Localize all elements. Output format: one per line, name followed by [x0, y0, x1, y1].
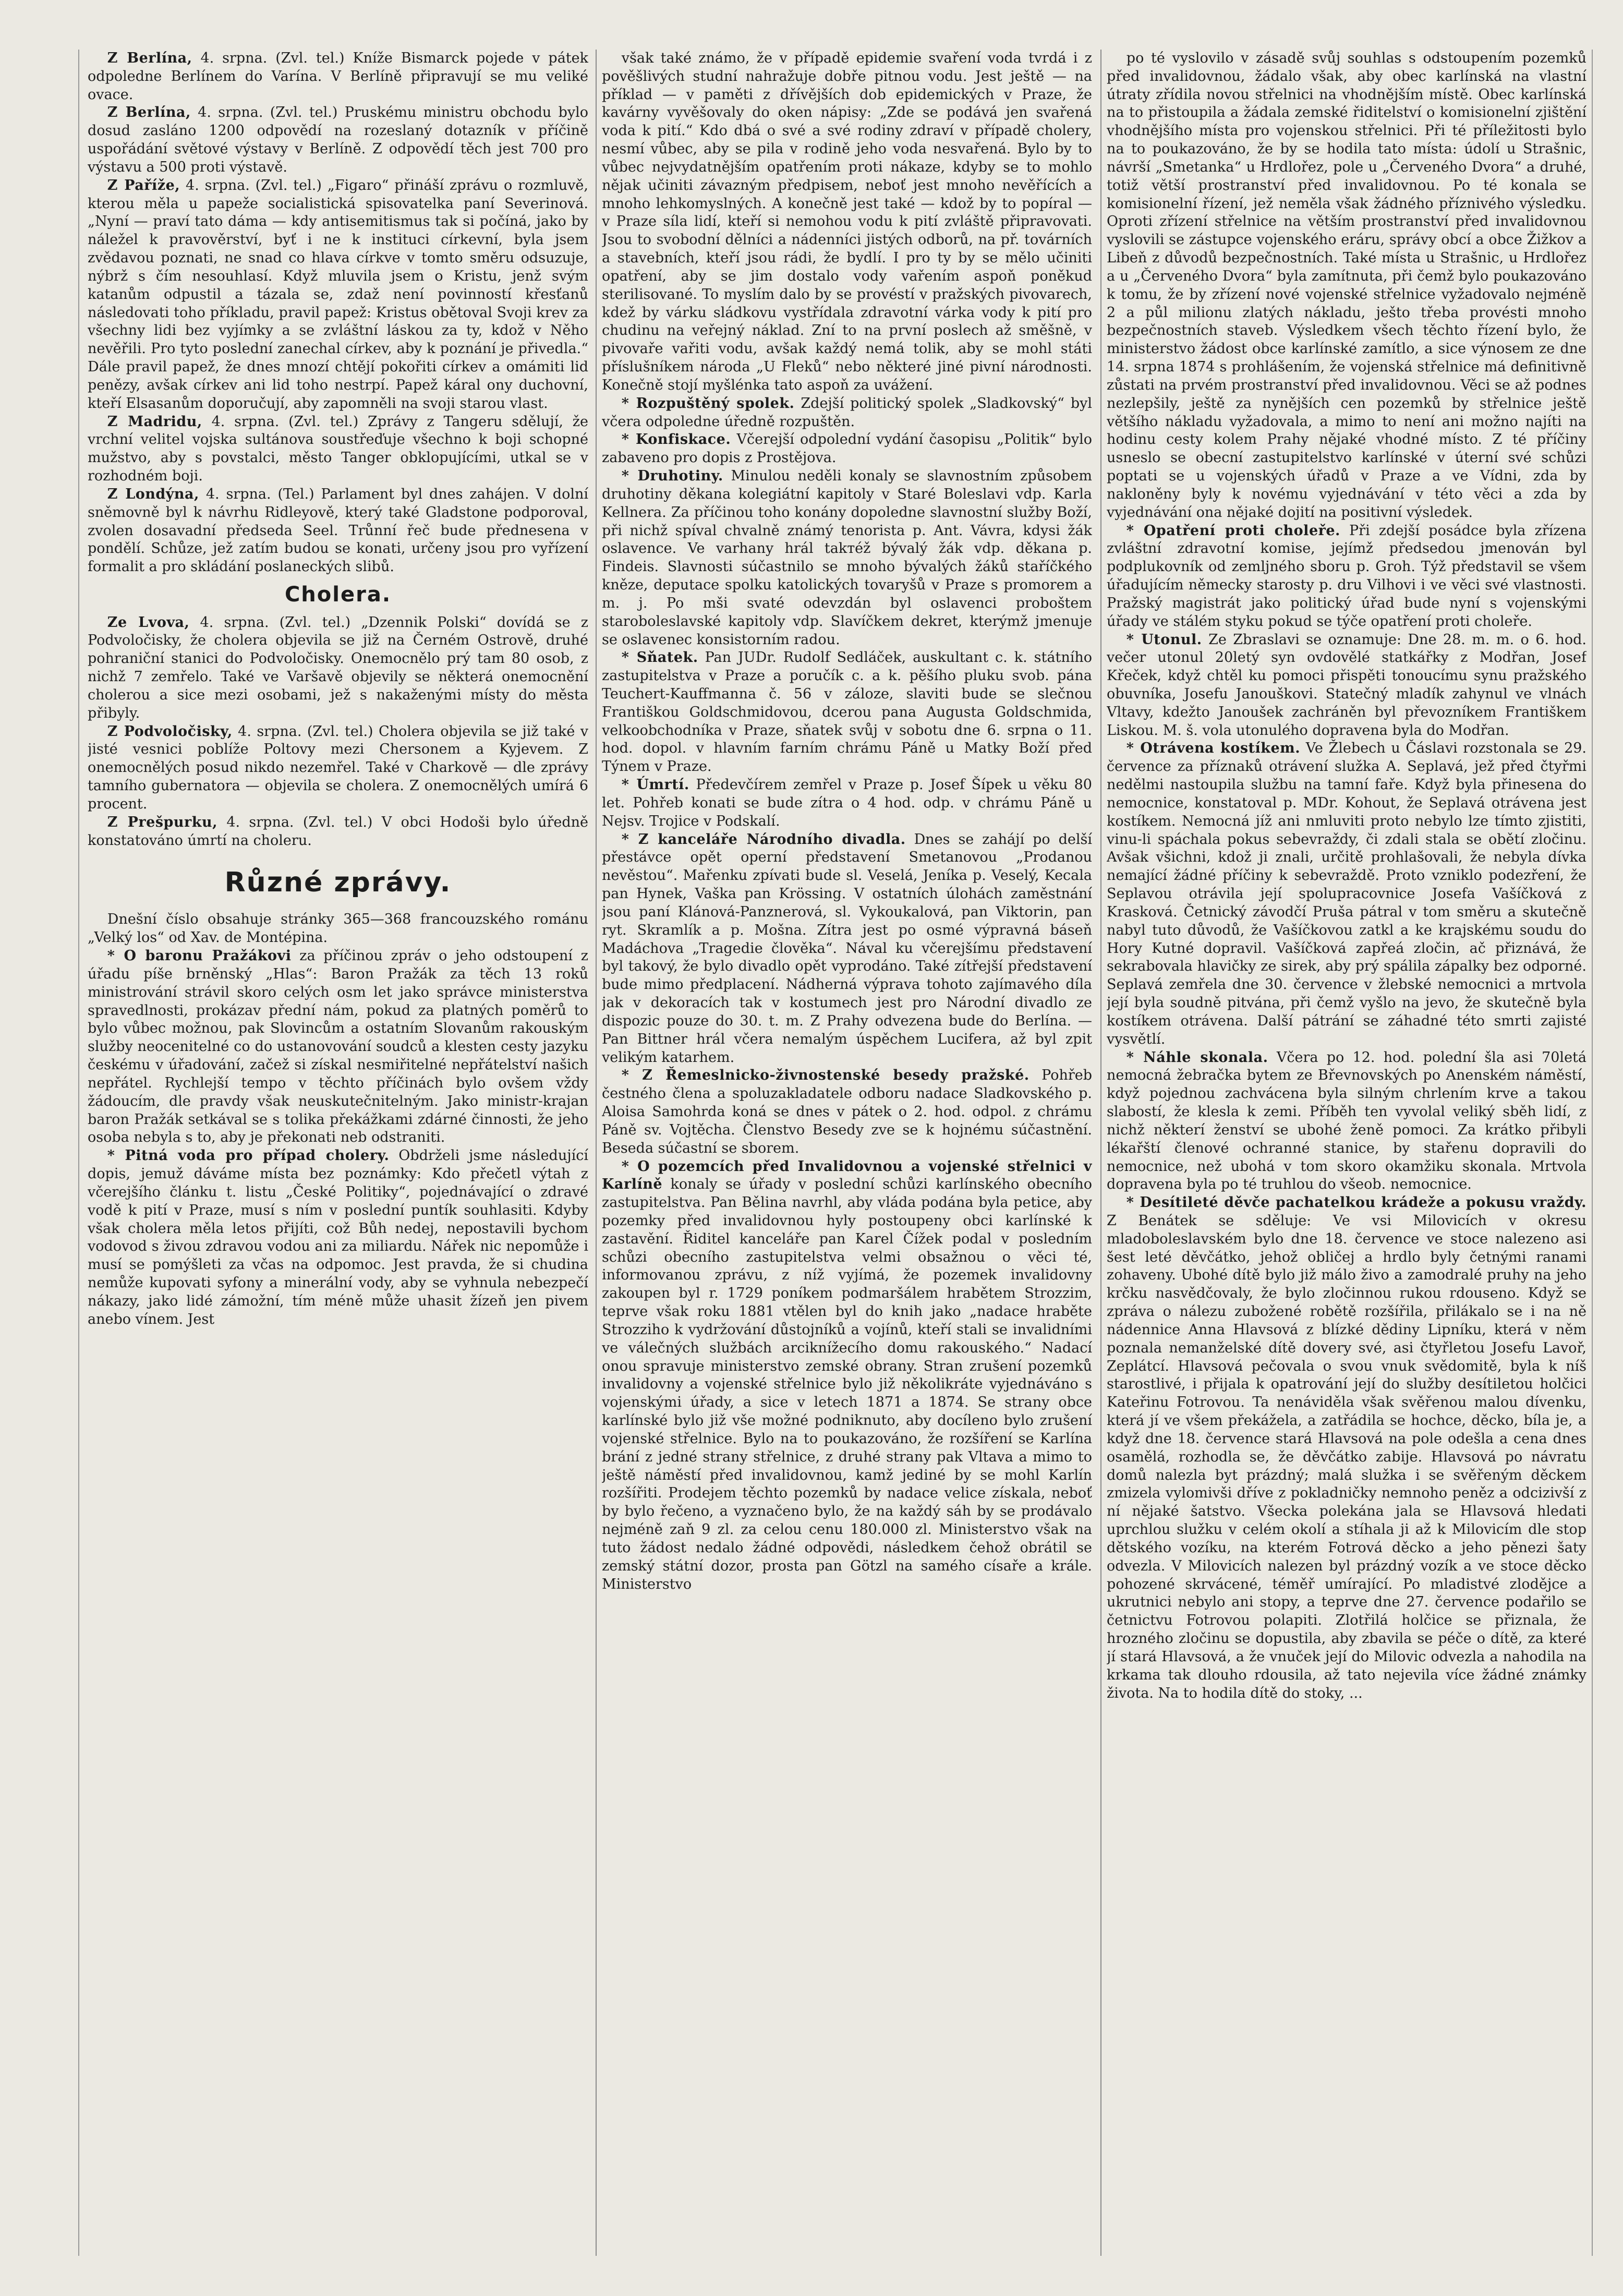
- article-text: 4. srpna. (Zvl. tel.) „Figaro“ přináší zprávu o rozmluvě, kterou měla u papeže socialistická spisovatelka paní Severinová. „Nyní — praví tato dáma — kdy antisemitismus tak si počíná, jako by náležel k pravověrství, byť i ne k instituci církevní, byla jsem zvědavou poznati, ne snad co hlava církve v tomto směru odsuzuje, nýbrž s čím nesouhlasí. Když mluvila jsem o Kristu, jenž svým katanům odpustil a tázala se, zdaž není povinností křesťanů následovati toho příkladu, pravil papež: Kristus obětoval Svoji krev za všechny lidi bez vyjímky a se zvláštní láskou za ty, kdož v Něho nevěřili. Pro tyto poslední zanechal církev, aby k poznání je přivedla.“ Dále pravil papež, že dnes mnozí chtějí pokořiti církev a omámiti lid penězy, avšak církev ani lid toho nestrpí. Papež káral ony duchovní, kteří Elsasanům doporučují, aby zapomněli na svoji starou vlast.: [88, 177, 588, 412]
- article-headline: * Z Řemeslnicko-živnostenské besedy pražské.: [621, 1067, 1029, 1084]
- article-headline: * Náhle skonala.: [1126, 1049, 1268, 1066]
- article-text: Z Benátek se sděluje: Ve vsi Milovicích v okresu mladoboleslavském bylo dne 18. července ve stoce nalezeno asi šest leté děvčátko, jehož obličej a hrdlo byly četnými ranami zohaveny. Ubohé dítě bylo již málo živo a zamodralé pruhy na jeho krčku nasvědčovaly, že bylo zločinnou rukou rdouseno. Když se zpráva o nálezu zubožené robětě rozšířila, přilákalo se i na ně nádennice Anna Hlavsová z blízké dědiny Lipníku, která v něm poznala nemanželské dítě dovery své, asi čtyřletou Josefu Lavoř, Zeplátcí. Hlavsová pečovala o svou vnuk svědomitě, byla k níš starostlivé, i přijala k opatrování její do služby desítiletou holčici Kateřinu Fotrovou. Ta nenáviděla však svěřenou malou dívenku, která jí ve všem překážela, a zatřádila se hochce, děcko, bíla je, a když dne 18. července stará Hlavsová na pole odešla a cena dnes osamělá, rozhodla se, že děvčátko zabije. Hlavsová po návratu domů nalezla byt prázdný; malá služka i se svěřeným děckem zmizela vylomivši dříve z pokladničky nemnoho peněz a odcizivší z ní nějaké šatstvo. Všecka polekána jala se Hlavsová hledati uprchlou služku v celém okolí a stíhala ji až k Milovicím dle stop dětského vozíku, na kterém Fotrová děcko a jeho pěnezi šaty odvezla. V Milovicích nalezen byl prázdný vozík a ve stoce děcko pohozené skrvácené, téměř umírající. Po mladistvé zlodějce a ukrutnici nebylo ani stopy, a teprve dne 27. července podařilo se četnictvu Fotrovou polapiti. Zlotřilá holčice se přiznala, že hrozného zločinu se dopustila, aby zbavila se péče o dítě, za které jí stará Hlavsová, a že vnuček její do Milovic odvezla a nahodila na krkama tak dlouho rdousila, až tato nejevila více žádné známky života. Na to hodila dítě do stoky, ...: [1107, 1213, 1586, 1701]
- article-text: Při zdejší posádce byla zřízena zvláštní zdravotní komise, jejímž předsedou jmenován byl podplukovník od zemljného sboru p. Groh. Týž představil se všem úřadujícím německy starosty p. dru Vilhovi i ve věci své vlastnosti. Pražský magistrát jako politický úřad bude nyní s vojenskými úřady ve stálém styku pokud se týče opatření proti choleře.: [1107, 522, 1586, 630]
- article-text: Ve Žlebech u Čáslavi rozstonala se 29. července za příznaků otrávení služka A. Seplavá, jež před čtyřmi nedělmi nastoupila službu na tamní faře. Když byla přinesena do nemocnice, konstatoval p. MDr. Kohout, že Seplavá otrávena jest kostíkem. Nemocná jíž ani nmluviti proto nebylo lze tímto zjistiti, vinu-li spáchala pokus sebevraždy, či zdali stala se obětí zločinu. Avšak všichni, kdož ji znali, určitě prohlašovali, že nebyla dívka nemající žádné příčiny k sebevraždě. Proto vzniklo podezření, že Seplavou otrávila její spolupracovnice Josefa Vašíčková z Krasková. Četnický závodčí Pruša pátral v tom směru a skutečně nabyl tuto důvodů, že Vašíčkovou zatkl a ke krajskému soudu do Hory Kutné dopravil. Vašíčková zapřeá zločin, ač přiznává, že sekrabovala hlavičky ze sirek, aby prý spálila zápalky bez odporné. Seplavá zemřela dne 30. července v žlebské nemocnici a mrtvola její byla soudně pitvána, při čemž vyšlo na jevo, že skutečně byla kostíkem otrávena. Další pátrání se záhadné této smrti zajisté vysvětlí.: [1107, 740, 1586, 1047]
- article-text: Pohřeb čestného člena a spoluzakladatele odboru nadace Sladkovského p. Aloisa Samohrda koná se dnes v pátek o 2. hod. odpol. z chrámu Páně sv. Vojtěcha. Členstvo Besedy zve se k hojnému súčastnění. Beseda súčastní se sborem.: [602, 1067, 1092, 1156]
- article-paragraph: [602, 50, 1092, 395]
- article-text: Včera po 12. hod. polední šla asi 70letá nemocná žebračka bytem ze Břevnovských po Anenském náměstí, když pojednou zachvácena byla silným chrlením krve a takou slabostí, že klesla k zemi. Příběh ten vyvolal veliký sběh lidí, z nichž některí ženství se ubohé ženě pomoci. Za krátko přibyli lékařští členové ochranné stanice, by stařenu dopravili do nemocnice, než ubohá v tom skoro okamžiku skonala. Mrtvola dopravena byla po té truhlou do všeob. nemocnice.: [1107, 1049, 1586, 1193]
- article-headline: * Desítileté děvče pachatelkou krádeže a pokusu vraždy.: [1126, 1194, 1586, 1211]
- article-paragraph: [88, 177, 588, 413]
- article-headline: Z Paříže,: [107, 177, 180, 194]
- article-paragraph: [88, 486, 588, 576]
- article-text: Minulou neděli konaly se slavnostním způsobem druhotiny děkana kolegiátní kapitoly v Staré Boleslavi vdp. Karla Kellnera. Za příčinou toho konány dopoledne slavnostní služby Boží, při nichž spíval chvalně známý tenorista p. Ant. Vávra, kdysi žák oslavence. Ve varhany hrál takтéž bývalý žák vdp. děkana p. Findeis. Slavnosti súčastnilo se mnoho bývalých žáků staříčkého kněze, deputace spolku katolických tovaryšů v Praze s promorem a m. j. Po mši svaté odevzdán byl oslavenci proboštem staroboleslavské kapitoly vdp. Slavíčkem dekret, kterýmž jmenuje se oslavenec konsistorním radou.: [602, 468, 1092, 648]
- article-paragraph: [602, 467, 1092, 649]
- article-paragraph: [88, 911, 588, 947]
- article-paragraph: [602, 1067, 1092, 1157]
- article-text: za příčinou zpráv o jeho odstoupení z úřadu píše brněnský „Hlas“: Baron Pražák za těch 13 roků ministrování strávil skoro celých osm let jako správce ministerstva spravedlnosti, prokázav přední nám, pokud za platných poměrů to bylo vůbec možnou, pak Slovincům a ostatním Slovanům rakouským služby neocenitelné co do ustanovování soudců a klesten cesty jazyku českému v úřadování, začež si získal nesmiřitelné nepřátelství našich nepřátel. Rychlejší tempo v těchto příčinách bylo ovšem vždy žádoucím, dle pravdy však neuskutečnitelným. Jako ministr-krajan baron Pražák setkával se s tolika překážkami zdárné činnosti, že jeho osoba nebyla s to, aby je překonati neb odstraniti.: [88, 948, 588, 1146]
- column-left: [88, 50, 588, 2256]
- article-paragraph: [88, 104, 588, 176]
- column-rule: [596, 50, 597, 2256]
- article-paragraph: [602, 1158, 1092, 1594]
- article-headline: * Pitná voda pro případ cholery.: [107, 1147, 390, 1164]
- article-paragraph: [88, 947, 588, 1147]
- article-text: však také známo, že v případě epidemie svaření voda tvrdá i z pověšlivých studní nahražuje dobře pitnou vodu. Jest ještě — na příklad — v paměti z dřívějších dob epidemických v Praze, že kavárny vyvěšovaly do oken nápisy: „Zde se podává jen svařená voda k pití.“ Kdo dbá o své a své rodiny zdraví v případě cholery, nesmí vůbec, aby se pila v rodině jeho voda nesvařená. Bylo by to vůbec nejvydatnějším opatřením proti nákaze, kdyby se to mohlo nějak učiniti závazným předpisem, neboť jest mnoho nevěřících a mnoho lehkomyslných. A konečně jest také — kdož by to popíral — v Praze síla lidí, kteří si nemohou vodu k pití zvláště připravovati. Jsou to svobodní dělníci a nádenníci jistých odborů, na př. továrních a stavebních, kteří jsou rádi, že bydlí. I pro ty by se mělo učiniti opatření, aby se jim dostalo vody vařením aspoň poněkud sterilisované. To myslím dalo by se provéstí v pražských pivovarech, kdež by várku sládkovu vystřídala zdravotní várka vody k pití pro chudinu na veřejný náklad. Zní to na první poslech až směšně, v pivovaře vařiti vodu, avšak každý nemá tolik, aby se mohl státi příslušníkem národa „U Fleků“ nebo některé jiné pivní národnosti. Konečně stojí myšlénka tato aspoň za uvážení.: [602, 50, 1092, 393]
- article-text: Obdrželi jsme následující dopis, jemuž dáváme místa bez poznámky: Kdo přečetl výtah z včerejšího článku t. listu „České Politiky“, pojednávající o zdravé vodě k pití v Praze, musí s ním v poslední puntík souhlasiti. Kdyby však cholera měla letos přijíti, což Bůh nedej, nepostavili bychom vodovod s živou zdravou vodou ani za miliardu. Nářek nic nepomůže i musí se pomýšleti za včas na odpomoc. Jest pravda, že si chudina nemůže kupovati syfony a minerální vody, aby se vyhnula nebezpečí nákazy, jako lidé zámožní, tím méně může uhasit žízeň jen pivem anebo vínem. Jest: [88, 1147, 588, 1327]
- article-text: Předevčírem zemřel v Praze p. Josef Šípek u věku 80 let. Pohřeb konati se bude zítra o 4 hod. odp. v chrámu Páně u Nejsv. Trojice v Podskalí.: [602, 777, 1092, 829]
- article-paragraph: [88, 413, 588, 486]
- article-paragraph: [602, 431, 1092, 467]
- article-paragraph: [88, 50, 588, 104]
- article-text: 4. srpna. (Zvl. tel.) V obci Hodoši bylo úředně konstatováno úmrtí na choleru.: [88, 814, 588, 849]
- article-text: 4. srpna. (Zvl. tel.) Zprávy z Tangeru sdělují, že vrchní velitel vojska sultánova soustřeďuje všechno k boji schopné mužstvo, aby s povstalci, město Tanger obklopujícími, utkal se v rozhodném boji.: [88, 413, 588, 485]
- article-text: 4. srpna. (Tel.) Parlament byl dnes zahájen. V dolní sněmovně byl k návrhu Ridleyově, který také Gladstone podporoval, zvolen dosavadní předseda Seel. Trůnní řeč bude přednesena v pondělí. Schůze, jež zatím budou se konati, určeny jsou pro vyřízení formalit a pro skládání poslaneckých slibů.: [88, 486, 588, 575]
- column-rule: [1100, 50, 1101, 2256]
- article-headline: Z Berlína,: [107, 50, 192, 66]
- article-paragraph: [602, 831, 1092, 1067]
- article-headline: Z Podvoločisky,: [107, 723, 233, 740]
- article-headline: * Rozpuštěný spolek.: [621, 395, 795, 412]
- article-text: 4. srpna. (Zvl. tel.) „Dzennik Polski“ dovídá se z Podvoločisky, že cholera objevila se již na Černém Ostrově, druhé pohraniční stanici do Podvoločisky. Onemocnělo prý tam 80 osob, z nichž 7 zemřelo. Také ve Varšavě objevily se některá onemocnění cholerou a sice mezi osobami, jež s nakaženými místy do města přibyly.: [88, 614, 588, 721]
- article-paragraph: [602, 649, 1092, 776]
- article-paragraph: [88, 723, 588, 814]
- article-headline: * Úmrtí.: [621, 777, 689, 793]
- column-right: [1107, 50, 1586, 2256]
- article-text: Zdejší politický spolek „Sladkovský“ byl včera odpoledne úředně rozpuštěn.: [602, 395, 1092, 430]
- column-middle: [602, 50, 1092, 2256]
- article-headline: * Utonul.: [1126, 631, 1202, 648]
- article-headline: * Konfiskace.: [621, 431, 731, 448]
- article-text: 4. srpna. (Zvl. tel.) Kníže Bismarck pojede v pátek odpoledne Berlínem do Varína. V Berlíně připravují se mu veliké ovace.: [88, 50, 588, 103]
- article-paragraph: [88, 814, 588, 850]
- section-heading: Cholera.: [284, 583, 392, 607]
- article-paragraph: [1107, 1194, 1586, 1702]
- newspaper-page: [78, 50, 1593, 2256]
- article-headline: * Sňatek.: [621, 649, 698, 666]
- article-text: po té vyslovilo v zásadě svůj souhlas s odstoupením pozemků před invalidovnou, žádalo však, aby obec karlínská na vlastní útraty zřídila novou střelnici na vhodnějším místě. Obec karlínská na to přistoupila a žádala zemské řiditelství o komisionelní zjištění vhodnějšího místa pro vojenskou střelnici. Při té příležitosti bylo na to poukazováno, že by se hodila tato místa: údolí u Strašnic, návrší „Smetanka“ u Hrdlořez, pole u „Červeného Dvora“ a druhé, totiž větší prostranství před invalidovnou. Po té konala se komisionelní řízení, jež neměla však žádného příznivého výsledku. Oproti zřízení střelnice na větším prostranství před invalidovnou vyslovili se zástupce vojenského eráru, správy obcí a obce Žižkov a Libeň z důvodů bezpečnostních. Také místa u Strašnic, u Hrdlořez a u „Červeného Dvora“ byla zamítnuta, při čemž bylo poukazováno k tomu, že by zřízení nové vojenské střelnice vyžadovalo nejméně 2 a půl milionu zlatých nákladu, ješto třeba provésti mnoho bezpečnostních staveb. Výsledkem všech těchto řízení bylo, že ministerstvo žádost obce karlínské zamítlo, a sice výnosem ze dne 14. srpna 1874 s prohlášením, že vojenská střelnice má definitivně zůstati na prvém prostranství před invalidovnou. Věci se až podnes nezlepšily, ještě za nynějších cen pozemků by střelnice ještě většího nákladu vyžadovala, a mimo to není ani možno najíti na hodinu cesty kolem Prahy nějaké vhodné místo. Z té příčiny usneslo se obecní zastupitelstvo karlínské v úterní své schůzi poptati se u vojenských úřadů v Praze a ve Vídni, zda by nakloněny byly k novému vyjednávání v této věci a zda by vyjednávání ona nějaké dojití na positivní výsledek.: [1107, 50, 1586, 521]
- section-heading: Různé zprávy.: [224, 867, 452, 899]
- article-headline: * Druhotiny.: [621, 468, 723, 485]
- article-text: konaly se úřady v poslední schůzi karlínského obecního zastupitelstva. Pan Bělina navrhl, aby vláda podána byla petice, aby pozemky před invalidovnou hyly postoupeny obci karlínské k zastavění. Řiditel kanceláře pan Karel Čížek podal v posledním schůzi obecního zastupitelstva velmi obsažnou o věci té, informovanou zprávu, z níž vyjímá, že pozemek invalidovny zakoupen byl r. 1729 poníkem podmaršálem hrabětem Strozzim, teprve však roku 1881 vtělen byl do knih jako „nadace hraběte Strozziho k vydržování důstojníků a vojínů, kteří stali se invalidními ve válečných službách arciknížecího domu rakouského.“ Nadací onou spravuje ministerstvo zemské obrany. Stran zrušení pozemků invalidovny a vojenské střelnice bylo již několikráte vyjednáváno s vojenskými úřady, a sice v letech 1871 a 1874. Se strany obce karlínské bylo již vše možné podniknuto, aby docíleno bylo zrušení vojenské střelnice. Bylo na to poukazováno, že rozšíření se Karlína brání z jedné strany střelnice, z druhé strany pak Vltava a mimo to ještě náměstí před invalidovnou, kamž jediné by se mohl Karlín rozšířiti. Prodejem těchto pozemků by nadace velice získala, neboť by bylo řečeno, a vyznačeno bylo, že na každý sáh by se prodávalo nejméně zaň 9 zl. za celou cenu 180.000 zl. Ministerstvo však na tuto žádost nedalo žádné odpovědi, následkem čehož obrátil se zemský státní dozor, prosta pan Götzl na samého císaře a krále. Ministerstvo: [602, 1176, 1092, 1592]
- article-headline: Ze Lvova,: [107, 614, 190, 631]
- article-text: Dnes se zahájí po delší přestávce opět operní představení Smetanovou „Prodanou nevěstou“. Mařenku zpívati bude sl. Veselá, Jeníka p. Veselý, Kecala pan Hynek, Vaška pan Krössing. V ostatních úlohách zaměstnání jsou paní Klánová-Panznerová, sl. Vykoukalová, pan Viktorin, pan ryt. Skramlík a p. Mošna. Zítra jest po osmé výpravná báseň Madáchova „Tragedie člověka“. Nával ku včerejšímu představení byl takový, že bylo divadlo opět vyprodáno. Také zítřejší představení bude mimo předplacení. Nádherná výprava tohoto zajímavého díla jak v dekoracích tak v kostumech jest pro Národní divadlo ze dispozic pouze do 30. t. m. Z Prahy odvezena bude do Berlína. — Pan Bittner hrál včera nemalým úspěchem Lucifera, až byl zpit velikým katarhem.: [602, 831, 1092, 1066]
- article-text: Ze Zbraslavi se oznamuje: Dne 28. m. m. o 6. hod. večer utonul 20letý syn ovdovělé statkářky z Modřan, Josef Křeček, když chtěl ku pomoci přispěti tonoucímu synu pražského obuvníka, Josefu Janouškovi. Statečný mladík zahynul ve vlnách Vltavy, kdežto Janoušek zachráněn byl převozníkem Františkem Liskou. M. š. vola utonulého dopravena byla do Modřan.: [1107, 631, 1586, 739]
- article-paragraph: [1107, 50, 1586, 522]
- article-paragraph: [602, 776, 1092, 830]
- article-paragraph: [1107, 740, 1586, 1048]
- article-headline: * O pozemcích před Invalidovnou a vojenské střelnici v Karlíně: [602, 1158, 1092, 1193]
- article-text: 4. srpna. (Zvl. tel.) Pruskému ministru obchodu bylo dosud zasláno 1200 odpovědí na rozeslaný dotazník v příčině uspořádání světové výstavy v Berlíně. Z odpovědí těch jest 700 pro výstavu a 500 proti výstavě.: [88, 104, 588, 175]
- article-headline: * Otrávena kostíkem.: [1126, 740, 1301, 757]
- article-paragraph: [88, 614, 588, 723]
- article-paragraph: [88, 1147, 588, 1328]
- article-paragraph: [602, 395, 1092, 431]
- article-text: Pan JUDr. Rudolf Sedláček, auskultant c. k. státního zastupitelstva v Praze a poručík c. a k. pěšího pluku svob. pána Teuchert-Kauffmanna č. 56 v záloze, slaviti bude se slečnou Františkou Goldschmidovou, dcerou pana Augusta Goldschmida, velkoobchodníka v Praze, sňatek svůj v sobotu dne 6. srpna o 11. hod. dopol. v hlavním farním chrámu Páně u Matky Boží před Týnem v Praze.: [602, 649, 1092, 775]
- article-text: Dnešní číslo obsahuje stránky 365—368 francouzského románu „Velký los“ od Xav. de Montépina.: [88, 911, 588, 946]
- article-paragraph: [1107, 1049, 1586, 1194]
- article-headline: Z Londýna,: [107, 486, 199, 502]
- article-paragraph: [1107, 631, 1586, 740]
- article-headline: Z Prešpurku,: [107, 814, 218, 830]
- article-headline: * O baronu Pražákovi: [107, 948, 292, 964]
- article-headline: Z Madridu,: [107, 413, 202, 430]
- article-headline: * Z kanceláře Národního divadla.: [621, 831, 906, 848]
- article-headline: Z Berlína,: [107, 104, 191, 121]
- article-text: Včerejší odpolední vydání časopisu „Politik“ bylo zabaveno pro dopis z Prostějova.: [602, 431, 1092, 466]
- article-text: 4. srpna. (Zvl. tel.) Cholera objevila se již také v jisté vesnici poblíže Poltovy mezi Chersonem a Kyjevem. Z onemocnělých posud nikdo nezemřel. Také v Charkově — dle zprávy tamního gubernatora — objevila se cholera. Z onemocnělých umírá 6 procent.: [88, 723, 588, 812]
- article-headline: * Opatření proti choleře.: [1126, 522, 1340, 539]
- article-paragraph: [1107, 522, 1586, 631]
